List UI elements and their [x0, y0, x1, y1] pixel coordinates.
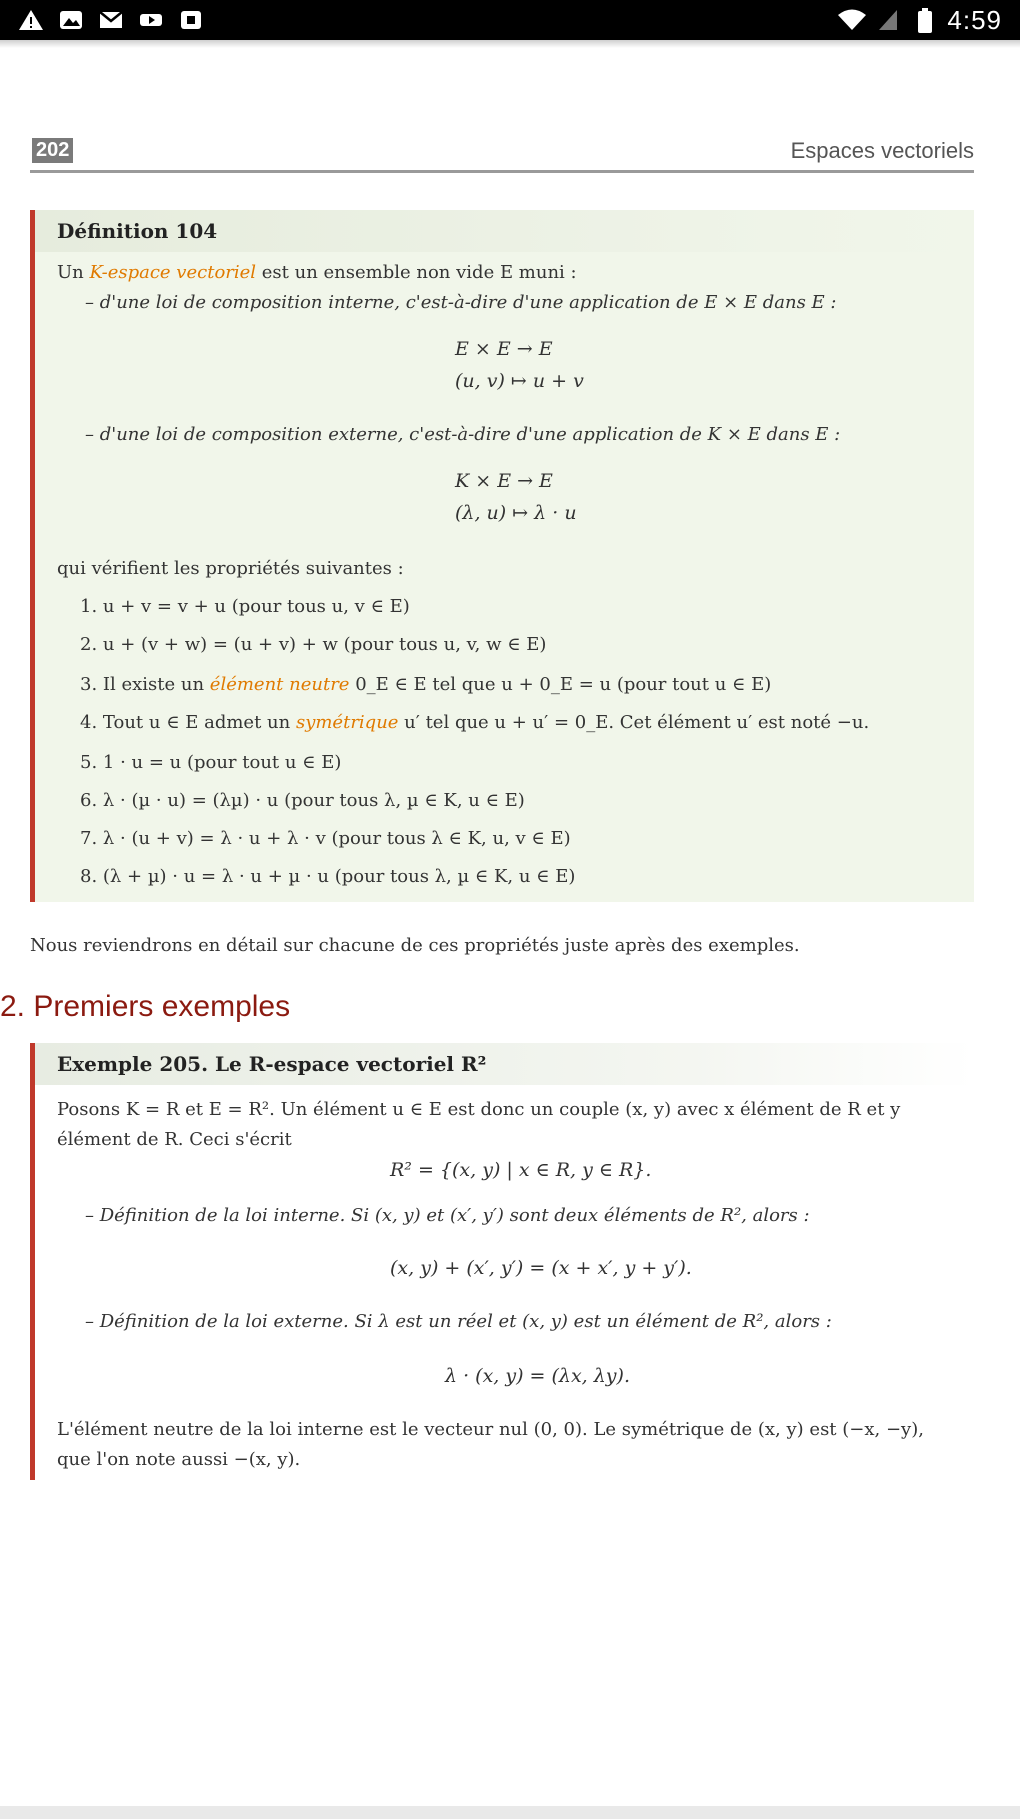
property-7: 7. λ · (u + v) = λ · u + λ · v (pour tous λ ∈ K, u, v ∈ E) [80, 828, 571, 849]
map1-line2: (u, v) ↦ u + v [455, 370, 584, 392]
property-2: 2. u + (v + w) = (u + v) + w (pour tous u, v, w ∈ E) [80, 634, 547, 655]
example-bullet-internal: – Définition de la loi interne. Si (x, y) et (x′, y′) sont deux éléments de R², alors : [85, 1205, 810, 1226]
bullet-external-law: – d'une loi de composition externe, c'est-à-dire d'une application de K × E dans E : [85, 424, 841, 445]
image-icon [58, 8, 84, 32]
formula-internal: (x, y) + (x′, y′) = (x + x′, y + y′). [390, 1257, 692, 1279]
formula-external: λ · (x, y) = (λx, λy). [445, 1365, 630, 1387]
notification-icon [178, 8, 204, 32]
property-8: 8. (λ + µ) · u = λ · u + µ · u (pour tous λ, µ ∈ K, u ∈ E) [80, 866, 576, 887]
bullet-internal-law: – d'une loi de composition interne, c'est-à-dire d'une application de E × E dans E : [85, 292, 837, 313]
map2-line2: (λ, u) ↦ λ · u [455, 502, 577, 524]
property-5: 5. 1 · u = u (pour tout u ∈ E) [80, 752, 342, 773]
signal-icon [877, 8, 903, 32]
definition-box [30, 210, 974, 902]
page-number: 202 [32, 138, 73, 163]
media-icon [138, 8, 164, 32]
page-header [30, 134, 974, 173]
battery-icon [917, 8, 933, 32]
property-6: 6. λ · (µ · u) = (λµ) · u (pour tous λ, µ ∈ K, u ∈ E) [80, 790, 525, 811]
example-line1: Posons K = R et E = R². Un élément u ∈ E est donc un couple (x, y) avec x élément de R et y [57, 1099, 901, 1120]
property-1: 1. u + v = v + u (pour tous u, v ∈ E) [80, 596, 410, 617]
definition-title: Définition 104 [35, 210, 974, 252]
term-espace-vectoriel: K-espace vectoriel [89, 262, 257, 283]
properties-intro: qui vérifient les propriétés suivantes : [57, 558, 404, 579]
property-3: 3. Il existe un élément neutre 0_E ∈ E tel que u + 0_E = u (pour tout u ∈ E) [80, 674, 772, 695]
gmail-icon [98, 8, 124, 32]
status-bar [0, 0, 1020, 40]
example-box [30, 1043, 974, 1480]
term-element-neutre: élément neutre [209, 674, 350, 695]
definition-intro: Un K-espace vectoriel est un ensemble non vide E muni : [57, 262, 577, 283]
example-title: Exemple 205. Le R-espace vectoriel R² [35, 1043, 974, 1085]
map1-line1: E × E → E [455, 338, 553, 360]
example-line3: L'élément neutre de la loi interne est le vecteur nul (0, 0). Le symétrique de (x, y) est (−x, −y), [57, 1419, 924, 1440]
chapter-title: Espaces vectoriels [790, 138, 974, 163]
map2-line1: K × E → E [455, 470, 553, 492]
toolbar-shadow [0, 40, 1020, 48]
section-heading: 2. Premiers exemples [0, 990, 291, 1023]
example-bullet-external: – Définition de la loi externe. Si λ est un réel et (x, y) est un élément de R², alors : [85, 1311, 832, 1332]
wifi-icon [837, 8, 863, 32]
example-line4: que l'on note aussi −(x, y). [57, 1449, 301, 1470]
set-definition: R² = {(x, y) | x ∈ R, y ∈ R}. [390, 1159, 652, 1181]
term-symetrique: symétrique [295, 712, 399, 733]
property-4: 4. Tout u ∈ E admet un symétrique u′ tel que u + u′ = 0_E. Cet élément u′ est noté −u. [80, 712, 870, 733]
warning-icon [18, 8, 44, 32]
note-text: Nous reviendrons en détail sur chacune de ces propriétés juste après des exemples. [30, 935, 800, 956]
example-line2: élément de R. Ceci s'écrit [57, 1129, 292, 1150]
bottom-bar [0, 1806, 1020, 1819]
clock: 4:59 [947, 4, 1002, 35]
